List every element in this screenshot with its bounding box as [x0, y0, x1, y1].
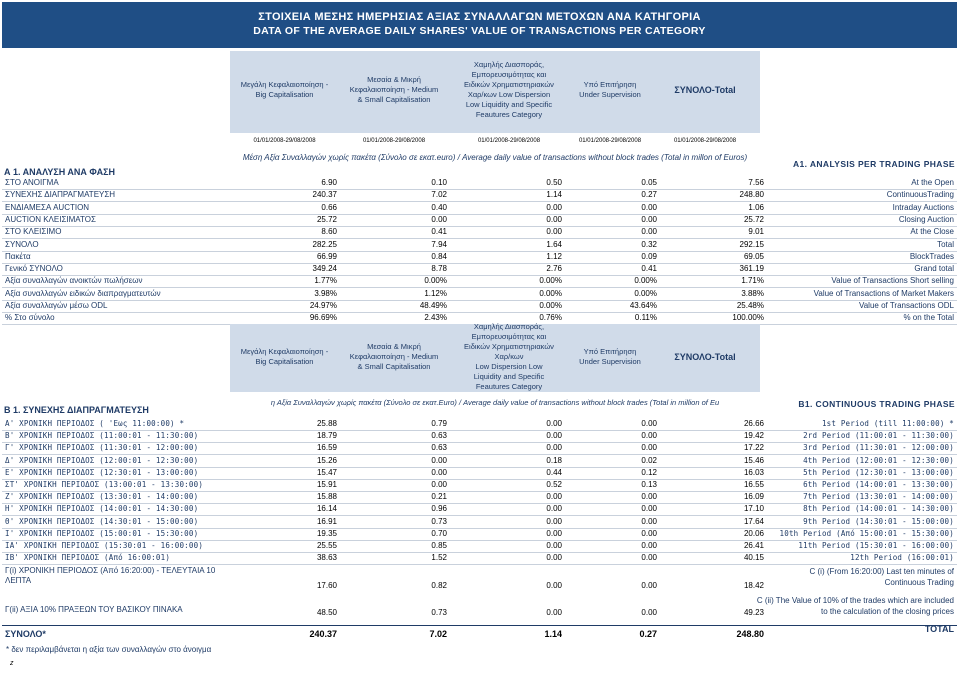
cell-value: 1.14: [546, 190, 562, 200]
cell-value: 0.00: [641, 504, 657, 514]
cell-value: 16.14: [316, 504, 337, 514]
cell-value: 0.13: [641, 480, 657, 489]
cell-value: 0.41: [431, 227, 447, 237]
header-medium-small-cap: Μεσαία & Μικρή Κεφαλαιοποίηση - Medium & Small Capitalisation: [349, 342, 439, 371]
row-label-en: Value of Transactions ODL: [858, 301, 954, 310]
cell-value: 0.27: [641, 190, 657, 200]
cell-value: 0.00: [641, 528, 657, 538]
cell-value: 248.80: [736, 629, 764, 639]
row-label: Ι' ΧΡΟΝΙΚΗ ΠΕΡΙΟΔΟΣ (15:00:01 - 15:30:00): [5, 528, 199, 538]
row-label: Ζ' ΧΡΟΝΙΚΗ ΠΕΡΙΟΔΟΣ (13:30:01 - 14:00:00): [5, 492, 199, 502]
cell-value: 0.00: [546, 608, 562, 617]
cell-value: 25.55: [316, 541, 337, 550]
table-row: [2, 516, 957, 529]
cell-value: 2.43%: [424, 313, 447, 323]
cell-value: 8.60: [321, 227, 337, 237]
cell-value: 0.00: [546, 431, 562, 441]
row-label: ΣΥΝΕΧΗΣ ΔΙΑΠΡΑΓΜΑΤΕΥΣΗ: [5, 190, 116, 200]
cell-value: 0.00%: [539, 276, 562, 286]
row-label-en: 10th Period (Από 15:00:01 - 15:30:00): [779, 528, 954, 538]
cell-value: 0.00: [546, 553, 562, 563]
row-label: ΣΤΟ ΚΛΕΙΣΙΜΟ: [5, 227, 62, 237]
cell-value: 0.00: [546, 443, 562, 453]
cell-value: 0.00: [546, 419, 562, 428]
row-label: AUCTION ΚΛΕΙΣΙΜΑΤΟΣ: [5, 214, 96, 224]
cell-value: 0.00: [641, 608, 657, 617]
table-row: [2, 177, 957, 190]
cell-value: 69.05: [743, 251, 764, 261]
table-row: [2, 430, 957, 443]
cell-value: 24.97%: [309, 301, 337, 310]
row-label: Δ' ΧΡΟΝΙΚΗ ΠΕΡΙΟΔΟΣ (12:00:01 - 12:30:00): [5, 455, 199, 465]
cell-value: 0.63: [431, 443, 447, 453]
cell-value: 38.63: [316, 553, 337, 563]
cell-value: 292.15: [739, 239, 764, 249]
cell-value: 3.88%: [741, 288, 764, 298]
row-label: Πακέτα: [5, 251, 31, 261]
date-range: 01/01/2008-29/08/2008: [362, 138, 426, 144]
row-label: Β' ΧΡΟΝΙΚΗ ΠΕΡΙΟΔΟΣ (11:00:01 - 11:30:00): [5, 431, 199, 441]
cell-value: 18.79: [316, 431, 337, 441]
row-label: Γ' ΧΡΟΝΙΚΗ ΠΕΡΙΟΔΟΣ (11:30:01 - 12:00:00): [5, 443, 199, 453]
cell-value: 0.09: [641, 251, 657, 261]
cell-value: 0.00: [546, 504, 562, 514]
row-label: Γ(i) ΧΡΟΝΙΚΗ ΠΕΡΙΟΔΟΣ (Από 16:20:00) - ΤΕΛΕΥΤΑΙΑ 10 ΛΕΠΤΑ: [5, 566, 216, 585]
table-row: [2, 418, 957, 431]
date-range: 01/01/2008-29/08/2008: [477, 138, 541, 144]
header-low-dispersion: Χαμηλής Διασποράς, Εμπορευσιμότητας και Ειδικών Χρηματιστηριακών Χαρ/κων Low Dispersion Low Liquidity and Specific Feautures Category: [464, 322, 554, 391]
cell-value: 9.01: [748, 227, 764, 237]
cell-value: 26.41: [743, 541, 764, 550]
table-row: [2, 442, 957, 455]
header-total: ΣΥΝΟΛΟ-Total: [674, 352, 736, 362]
cell-value: 1.52: [431, 553, 447, 563]
table-row: [2, 528, 957, 541]
cell-value: 15.26: [316, 455, 337, 465]
cell-value: 0.27: [639, 629, 657, 639]
cell-value: 6.90: [321, 178, 337, 187]
row-label-en: 6th Period (14:00:01 - 13:30:00): [803, 480, 954, 489]
cell-value: 0.00: [641, 431, 657, 441]
cell-value: 19.35: [316, 528, 337, 538]
cell-value: 240.37: [312, 190, 337, 200]
row-label-en: 5th Period (12:30:01 - 13:00:00): [803, 467, 954, 477]
cell-value: 0.00: [641, 227, 657, 237]
table-row: [2, 467, 957, 480]
cell-value: 0.52: [546, 480, 562, 489]
cell-value: 0.85: [431, 541, 447, 550]
cell-value: 0.00: [546, 214, 562, 224]
row-label-en: 3rd Period (11:30:01 - 12:00:00): [803, 443, 954, 453]
cell-value: 0.82: [431, 581, 447, 590]
cell-value: 0.76%: [539, 313, 562, 323]
cell-value: 0.79: [431, 419, 447, 428]
cell-value: 0.00: [546, 541, 562, 550]
row-label: Ε' ΧΡΟΝΙΚΗ ΠΕΡΙΟΔΟΣ (12:30:01 - 13:00:00): [5, 467, 199, 477]
cell-value: 26.66: [743, 419, 764, 428]
table-row: [2, 214, 957, 227]
row-label: Αξία συναλλαγών μέσω ODL: [5, 301, 108, 310]
cell-value: 0.00: [546, 516, 562, 526]
row-label-en: C (i) (From 16:20:00) Last ten minutes of Continuous Trading: [809, 567, 954, 587]
cell-value: 0.00%: [539, 301, 562, 310]
cell-value: 0.00: [546, 492, 562, 502]
cell-value: 16.09: [743, 492, 764, 502]
cell-value: 8.78: [431, 264, 447, 274]
header-under-supervision: Υπό Επιτήρηση Under Supervision: [579, 80, 641, 99]
cell-value: 2.76: [546, 264, 562, 274]
cell-value: 18.42: [743, 581, 764, 590]
cell-value: 0.00: [641, 541, 657, 550]
cell-value: 0.11%: [634, 313, 657, 323]
row-label: Αξία συναλλαγών ανοικτών πωλήσεων: [5, 276, 143, 286]
cell-value: 16.91: [316, 516, 337, 526]
row-label-en: TOTAL: [924, 624, 954, 634]
cell-value: 0.10: [431, 178, 447, 187]
section-b-subtitle: η Αξία Συναλλαγών χωρίς πακέτα (Σύνολο σε εκατ.Euro) / Average daily value of transactions without block trades (Total in million of Eu: [270, 398, 720, 407]
table-row: [2, 288, 957, 301]
page-mark: z: [10, 660, 14, 667]
cell-value: 0.00: [641, 202, 657, 212]
cell-value: 66.99: [316, 251, 337, 261]
table-row: [2, 552, 957, 565]
cell-value: 0.73: [431, 516, 447, 526]
cell-value: 0.66: [321, 202, 337, 212]
section-b-title-en: B1. CONTINUOUS TRADING PHASE: [798, 399, 955, 409]
row-label-en: 12th Period (16:00:01): [850, 553, 954, 563]
cell-value: 17.60: [316, 581, 337, 590]
cell-value: 0.00%: [424, 276, 447, 286]
row-label: ΣΥΝΟΛΟ: [5, 239, 39, 249]
header-low-dispersion: Χαμηλής Διασποράς, Εμπορευσιμότητας και Ειδικών Χρηματιστηριακών Χαρ/κων Low Dispersion Low Liquidity and Specific Feautures Category: [464, 60, 554, 119]
table-row: [2, 540, 957, 553]
cell-value: 1.12%: [424, 288, 447, 298]
row-label-en: ContinuousTrading: [886, 190, 954, 200]
cell-value: 16.59: [316, 443, 337, 453]
row-label: Α' ΧΡΟΝΙΚΗ ΠΕΡΙΟΔΟΣ ( 'Εως 11:00:00) *: [5, 419, 185, 428]
cell-value: 0.00%: [634, 288, 657, 298]
row-label-en: 8th Period (14:00:01 - 14:30:00): [803, 504, 954, 514]
cell-value: 0.02: [641, 455, 657, 465]
row-label-en: 11th Period (15:30:01 - 16:00:00): [798, 541, 954, 550]
row-label-en: 9th Period (14:30:01 - 15:00:00): [803, 516, 954, 526]
cell-value: 3.98%: [314, 288, 337, 298]
cell-value: 0.00: [641, 214, 657, 224]
cell-value: 0.44: [546, 467, 562, 477]
section-a-title-en: A1. ANALYSIS PER TRADING PHASE: [792, 159, 955, 169]
title-greek: ΣΤΟΙΧΕΙΑ ΜΕΣΗΣ ΗΜΕΡΗΣΙΑΣ ΑΞΙΑΣ ΣΥΝΑΛΛΑΓΩΝ ΜΕΤΟΧΩΝ ΑΝΑ ΚΑΤΗΓΟΡΙΑ: [258, 11, 701, 23]
cell-value: 0.05: [641, 178, 657, 187]
cell-value: 15.88: [316, 492, 337, 502]
cell-value: 20.06: [743, 528, 764, 538]
date-range: 01/01/2008-29/08/2008: [673, 138, 737, 144]
row-label: ΣΤ' ΧΡΟΝΙΚΗ ΠΕΡΙΟΔΟΣ (13:00:01 - 13:30:00): [5, 480, 204, 489]
cell-value: 248.80: [739, 190, 764, 200]
cell-value: 19.42: [743, 431, 764, 441]
row-label-en: 4th Period (12:00:01 - 12:30:00): [803, 455, 954, 465]
cell-value: 0.00: [641, 419, 657, 428]
cell-value: 0.18: [546, 455, 562, 465]
cell-value: 0.00: [546, 227, 562, 237]
cell-value: 0.00%: [539, 288, 562, 298]
footnote: * δεν περιλαμβάνεται η αξία των συναλλαγών στο άνοιγμα: [6, 645, 212, 654]
cell-value: 361.19: [739, 264, 764, 274]
cell-value: 25.72: [316, 214, 337, 224]
cell-value: 48.49%: [419, 301, 447, 310]
row-label: ΕΝΔΙΑΜΕΣΑ AUCTION: [5, 202, 90, 212]
cell-value: 49.23: [743, 608, 764, 617]
header-big-cap: Μεγάλη Κεφαλαιοποίηση - Big Capitalisation: [240, 80, 329, 99]
row-label-en: % on the Total: [903, 313, 954, 323]
cell-value: 1.12: [546, 251, 562, 261]
cell-value: 0.84: [431, 251, 447, 261]
row-label: % Στο σύνολο: [5, 313, 55, 323]
cell-value: 16.03: [743, 467, 764, 477]
row-label-en: Grand total: [914, 264, 954, 274]
cell-value: 0.00: [431, 455, 447, 465]
cell-value: 1.14: [544, 629, 562, 639]
table-row: [2, 503, 957, 516]
row-label-en: 1st Period (till 11:00:00) *: [821, 419, 954, 428]
cell-value: 0.50: [546, 178, 562, 187]
header-total: ΣΥΝΟΛΟ-Total: [674, 85, 736, 95]
cell-value: 17.10: [743, 504, 764, 514]
table-row: [2, 275, 957, 288]
table-row: [2, 566, 957, 592]
cell-value: 25.88: [316, 419, 337, 428]
table-row: [2, 491, 957, 504]
cell-value: 15.47: [316, 467, 337, 477]
cell-value: 0.00: [546, 528, 562, 538]
cell-value: 240.37: [309, 629, 337, 639]
cell-value: 15.46: [743, 455, 764, 465]
row-label-en: C (ii) The Value of 10% of the trades which are included to the calculation of the closing prices: [756, 596, 954, 616]
cell-value: 282.25: [312, 239, 337, 249]
cell-value: 0.00: [641, 516, 657, 526]
cell-value: 1.71%: [741, 276, 764, 286]
cell-value: 1.06: [748, 202, 764, 212]
cell-value: 7.56: [748, 178, 764, 187]
section-b-title: Β 1. ΣΥΝΕΧΗΣ ΔΙΑΠΡΑΓΜΑΤΕΥΣΗ: [4, 405, 149, 415]
table-row: [2, 300, 957, 313]
table-row: [2, 239, 957, 252]
cell-value: 0.32: [641, 239, 657, 249]
cell-value: 0.00: [546, 202, 562, 212]
cell-value: 0.00: [641, 553, 657, 563]
section-a-subtitle: Μέση Αξία Συναλλαγών χωρίς πακέτα (Σύνολο σε εκατ.euro) / Average daily value of transactions without block trades (Total in millon of Euros): [242, 153, 748, 162]
cell-value: 25.48%: [736, 301, 764, 310]
row-label-en: BlockTrades: [909, 251, 954, 261]
cell-value: 0.00: [431, 480, 447, 489]
cell-value: 7.02: [431, 190, 447, 200]
header-big-cap: Μεγάλη Κεφαλαιοποίηση - Big Capitalisation: [240, 347, 329, 366]
cell-value: 0.00: [431, 467, 447, 477]
table-row: [2, 189, 957, 202]
cell-value: 25.72: [743, 214, 764, 224]
row-label-en: Intraday Auctions: [892, 202, 954, 212]
row-label-en: At the Close: [910, 227, 954, 237]
cell-value: 0.70: [431, 528, 447, 538]
cell-value: 7.02: [429, 629, 447, 639]
row-label: ΣΤΟ ΑΝΟΙΓΜΑ: [5, 178, 59, 187]
title-english: DATA OF THE AVERAGE DAILY SHARES' VALUE OF TRANSACTIONS PER CATEGORY: [253, 25, 706, 37]
header-under-supervision: Υπό Επιτήρηση Under Supervision: [579, 347, 641, 366]
row-label-en: At the Open: [911, 178, 954, 187]
row-label: ΣΥΝΟΛΟ*: [5, 629, 46, 639]
row-label: ΙΒ' ΧΡΟΝΙΚΗ ΠΕΡΙΟΔΟΣ (Από 16:00:01): [5, 553, 171, 563]
cell-value: 100.00%: [732, 313, 764, 323]
row-label: ΙΑ' ΧΡΟΝΙΚΗ ΠΕΡΙΟΔΟΣ (15:30:01 - 16:00:00): [5, 541, 204, 550]
row-label: Αξία συναλλαγών ειδικών διαπραγματευτών: [5, 288, 161, 298]
row-label: Γενικό ΣΥΝΟΛΟ: [5, 264, 63, 274]
cell-value: 0.00: [641, 443, 657, 453]
table-row: [2, 226, 957, 239]
total-row: [2, 625, 957, 640]
title-banner: [2, 2, 957, 48]
cell-value: 0.96: [431, 504, 447, 514]
cell-value: 1.77%: [314, 276, 337, 286]
header-medium-small-cap: Μεσαία & Μικρή Κεφαλαιοποίηση - Medium & Small Capitalisation: [349, 75, 439, 104]
table-row: [2, 455, 957, 468]
cell-value: 0.73: [431, 608, 447, 617]
cell-value: 7.94: [431, 239, 447, 249]
cell-value: 43.64%: [629, 301, 657, 310]
cell-value: 0.00%: [634, 276, 657, 286]
cell-value: 0.00: [546, 581, 562, 590]
cell-value: 16.55: [743, 480, 764, 489]
row-label-en: Closing Auction: [898, 214, 954, 224]
cell-value: 48.50: [316, 608, 337, 617]
table-row: [2, 251, 957, 264]
section-a-title: Α 1. ΑΝΑΛΥΣΗ ΑΝΑ ΦΑΣΗ: [4, 167, 115, 177]
table-row: [2, 263, 957, 276]
cell-value: 0.40: [431, 202, 447, 212]
row-label: Γ(ii) ΑΞΙΑ 10% ΠΡΑΞΕΩΝ ΤΟΥ ΒΑΣΙΚΟΥ ΠΙΝΑΚΑ: [5, 605, 183, 614]
cell-value: 17.64: [743, 516, 764, 526]
cell-value: 0.12: [641, 467, 657, 477]
table-row: [2, 202, 957, 215]
cell-value: 1.64: [546, 239, 562, 249]
row-label-en: Total: [937, 239, 954, 249]
date-range: 01/01/2008-29/08/2008: [578, 138, 642, 144]
row-label-en: Value of Transactions Short selling: [831, 276, 954, 286]
cell-value: 0.00: [641, 492, 657, 502]
cell-value: 96.69%: [309, 313, 337, 323]
table-row: [2, 479, 957, 492]
row-label: Θ' ΧΡΟΝΙΚΗ ΠΕΡΙΟΔΟΣ (14:30:01 - 15:00:00): [5, 516, 199, 526]
table-row: [2, 596, 957, 620]
cell-value: 15.91: [316, 480, 337, 489]
cell-value: 17.22: [743, 443, 764, 453]
cell-value: 0.00: [641, 581, 657, 590]
row-label: Η' ΧΡΟΝΙΚΗ ΠΕΡΙΟΔΟΣ (14:00:01 - 14:30:00): [5, 504, 199, 514]
row-label-en: 7th Period (13:30:01 - 14:00:00): [803, 492, 954, 502]
row-label-en: Value of Transactions of Market Makers: [813, 288, 954, 298]
cell-value: 0.63: [431, 431, 447, 441]
date-range: 01/01/2008-29/08/2008: [253, 138, 316, 144]
row-label-en: 2rd Period (11:00:01 - 11:30:00): [803, 431, 954, 441]
cell-value: 349.24: [312, 264, 337, 274]
cell-value: 40.15: [743, 553, 764, 563]
cell-value: 0.41: [641, 264, 657, 274]
cell-value: 0.21: [431, 492, 447, 502]
cell-value: 0.00: [431, 214, 447, 224]
